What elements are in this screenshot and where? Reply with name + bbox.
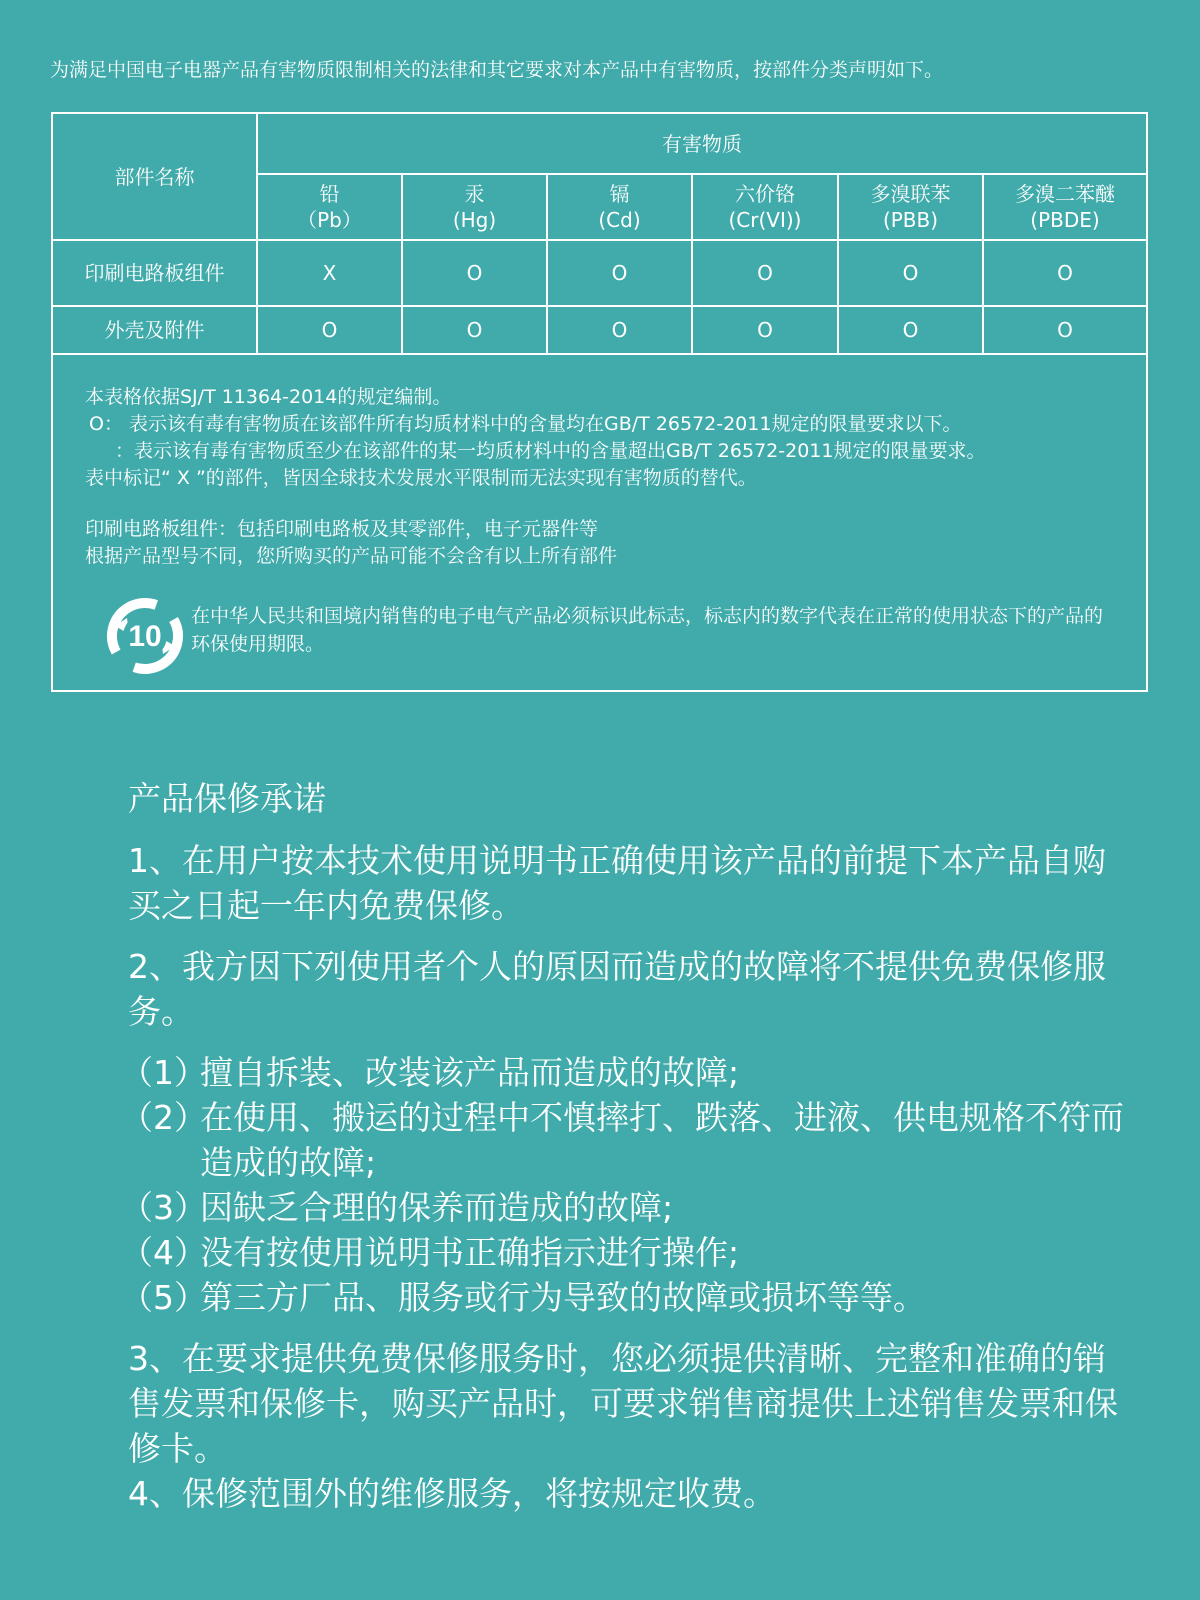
table-row — [53, 306, 1146, 354]
value-cell: O — [983, 306, 1146, 354]
substance-name: 镉 — [609, 182, 630, 206]
list-item-number: （4） — [120, 1233, 207, 1272]
environmental-period-row — [105, 596, 1125, 676]
warranty-item-2: 2、我方因下列使用者个人的原因而造成的故障将不提供免费保修服务。 — [128, 947, 1106, 1031]
note-x-reason: 表中标记“ X ”的部件，皆因全球技术发展水平限制而无法实现有害物质的替代。 — [85, 467, 757, 489]
value-cell: O — [838, 240, 983, 306]
hazardous-substance-table — [53, 114, 1146, 355]
value-cell: O — [692, 240, 838, 306]
logo-number: 10 — [128, 620, 162, 653]
value-cell: O — [983, 240, 1146, 306]
list-item-number: （3） — [120, 1188, 207, 1227]
warranty-section — [120, 776, 1128, 1532]
table-row — [53, 240, 1146, 306]
list-item — [120, 1095, 1128, 1185]
value-cell: O — [547, 240, 692, 306]
substance-symbol: (Cd) — [598, 208, 641, 232]
hazardous-substance-box — [51, 112, 1148, 692]
list-item-text: 因缺乏合理的保养而造成的故障; — [200, 1188, 674, 1227]
column-header-chromium — [692, 174, 838, 240]
note-o-meaning: O： 表示该有毒有害物质在该部件所有均质材料中的含量均在GB/T 26572-2011规定的限量要求以下。 — [89, 413, 962, 435]
intro-statement: 为满足中国电子电器产品有害物质限制相关的法律和其它要求对本产品中有害物质，按部件分类声明如下。 — [50, 59, 944, 81]
list-item — [120, 1050, 1128, 1095]
column-header-cadmium — [547, 174, 692, 240]
list-item-text: 第三方厂品、服务或行为导致的故障或损坏等等。 — [200, 1278, 926, 1317]
exclusion-list — [120, 1050, 1128, 1320]
value-cell: O — [838, 306, 983, 354]
warranty-item-4: 4、保修范围外的维修服务，将按规定收费。 — [128, 1474, 776, 1513]
substance-symbol: (Cr(VI)) — [728, 208, 802, 232]
substance-header: 有害物质 — [257, 114, 1146, 174]
substance-name: 多溴二苯醚 — [1015, 182, 1115, 206]
list-item — [120, 1185, 1128, 1230]
note-pcb-definition: 印刷电路板组件：包括印刷电路板及其零部件，电子元器件等 — [85, 518, 599, 540]
column-header-pbde — [983, 174, 1146, 240]
list-item — [120, 1275, 1128, 1320]
value-cell: O — [402, 240, 547, 306]
value-cell: O — [547, 306, 692, 354]
substance-name: 多溴联苯 — [870, 182, 951, 206]
list-item-text: 没有按使用说明书正确指示进行操作; — [200, 1233, 740, 1272]
list-item-text: 在使用、搬运的过程中不慎摔打、跌落、进液、供电规格不符而造成的故障; — [200, 1098, 1124, 1182]
value-cell: O — [692, 306, 838, 354]
substance-name: 汞 — [464, 182, 485, 206]
list-item-number: （1） — [120, 1053, 207, 1092]
part-name-cell: 外壳及附件 — [53, 306, 257, 354]
part-name-header: 部件名称 — [53, 114, 257, 240]
warranty-title: 产品保修承诺 — [128, 779, 326, 818]
list-item-number: （5） — [120, 1278, 207, 1317]
value-cell: O — [402, 306, 547, 354]
list-item-number: （2） — [120, 1098, 207, 1137]
substance-symbol: （Pb） — [297, 208, 362, 232]
part-name-cell: 印刷电路板组件 — [53, 240, 257, 306]
note-x-meaning: ：表示该有毒有害物质至少在该部件的某一均质材料中的含量超出GB/T 26572-2011规定的限量要求。 — [115, 440, 986, 462]
note-standard: 本表格依据SJ/T 11364-2014的规定编制。 — [85, 386, 452, 408]
substance-symbol: (PBDE) — [1030, 208, 1100, 232]
value-cell: X — [257, 240, 402, 306]
note-model-variance: 根据产品型号不同，您所购买的产品可能不会含有以上所有部件 — [85, 545, 618, 567]
environmental-period-text: 在中华人民共和国境内销售的电子电气产品必须标识此标志，标志内的数字代表在正常的使用状态下的产品的环保使用期限。 — [191, 605, 1104, 655]
substance-name: 六价铬 — [735, 182, 795, 206]
value-cell: O — [257, 306, 402, 354]
warranty-item-3: 3、在要求提供免费保修服务时，您必须提供清晰、完整和准确的销售发票和保修卡，购买产品时，可要求销售商提供上述销售发票和保修卡。 — [128, 1339, 1118, 1468]
warranty-item-1: 1、在用户按本技术使用说明书正确使用该产品的前提下本产品自购买之日起一年内免费保修。 — [128, 841, 1106, 925]
table-notes — [85, 384, 1135, 570]
column-header-pbb — [838, 174, 983, 240]
environmental-protection-period-icon — [105, 596, 185, 676]
list-item-text: 擅自拆装、改装该产品而造成的故障; — [200, 1053, 740, 1092]
column-header-mercury — [402, 174, 547, 240]
substance-name: 铅 — [319, 182, 340, 206]
list-item — [120, 1230, 1128, 1275]
column-header-lead — [257, 174, 402, 240]
substance-symbol: (PBB) — [882, 208, 939, 232]
substance-symbol: (Hg) — [452, 208, 497, 232]
